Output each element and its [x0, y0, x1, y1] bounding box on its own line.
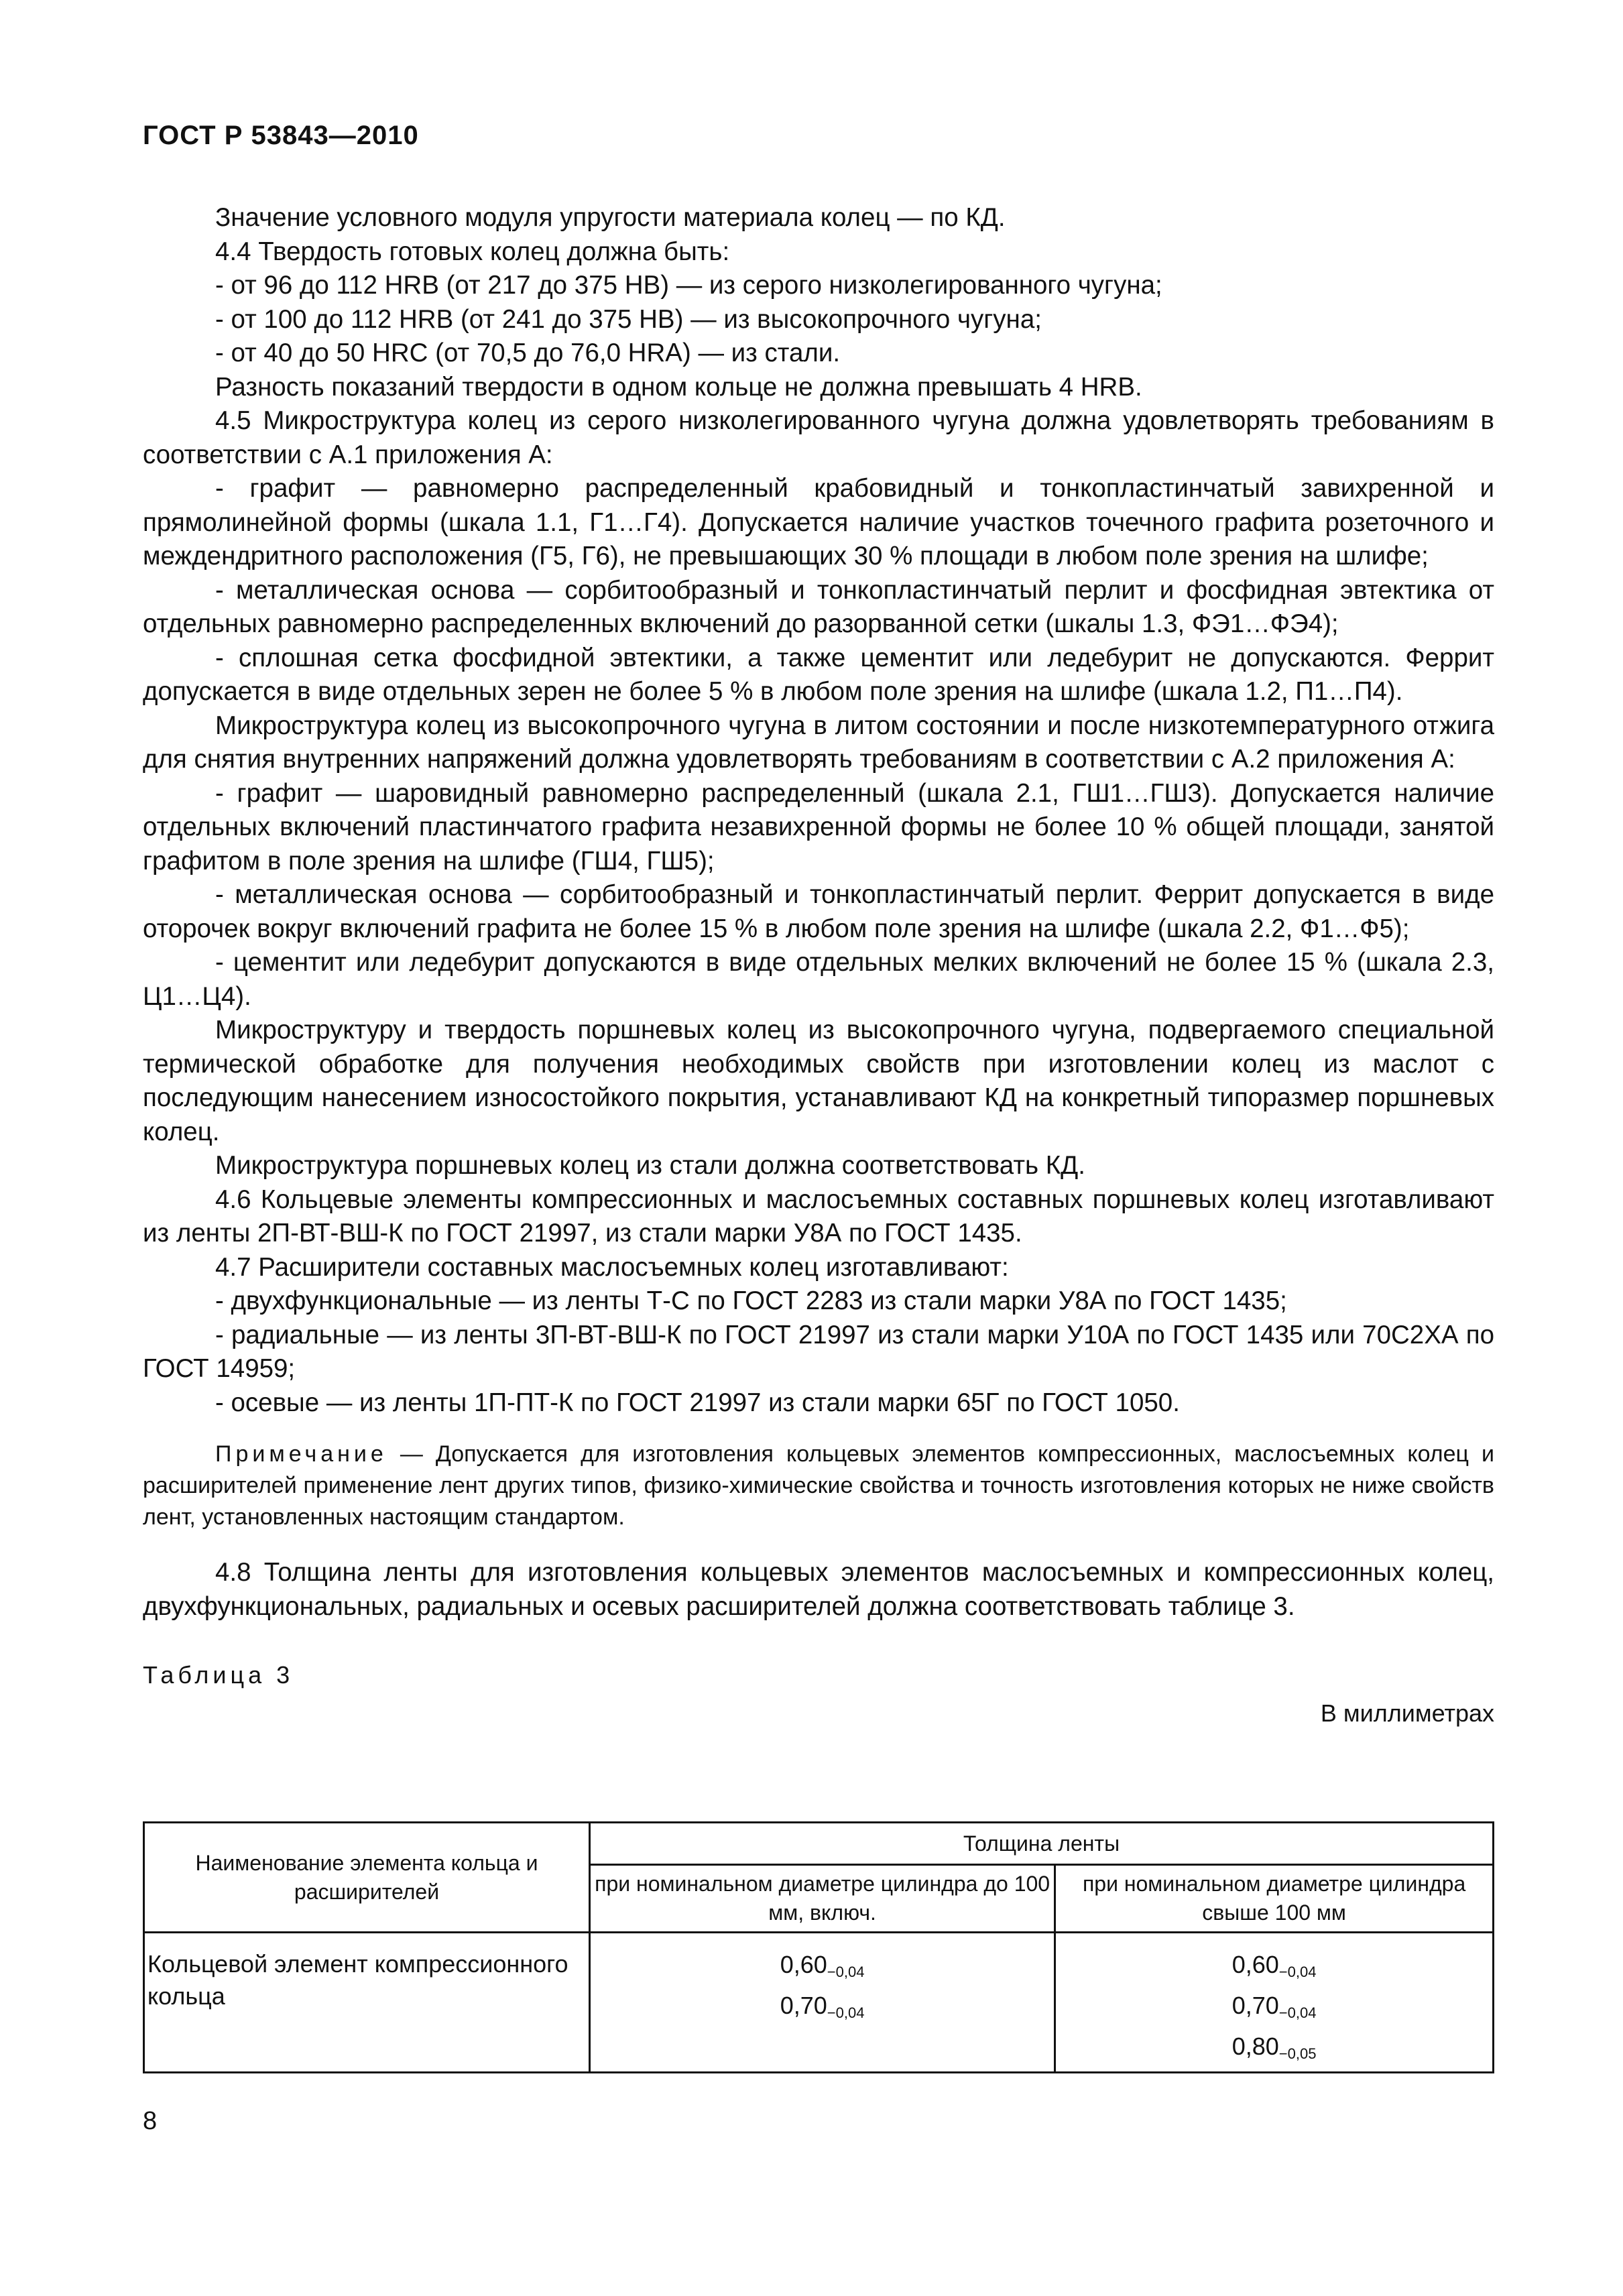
note-text: — Допускается для изготовления кольцевых элементов компрессионных, маслосъемных колец и расширителей применение лент других типов, физико-химические свойства и точность изготовления которых не ниже свойств лент, установленных настоящим стандартом. — [143, 1441, 1494, 1530]
cell-over-100 — [1055, 1933, 1494, 2073]
paragraph: - металлическая основа — сорбитообразный и тонкопластинчатый перлит. Феррит допускается в виде оторочек вокруг включений графита не более 15 % в любом поле зрения на шлифе (шкала 2.2, Ф1…Ф5); — [143, 880, 1494, 943]
paragraph: Микроструктура поршневых колец из стали должна соответствовать КД. — [215, 1151, 1085, 1180]
paragraph: - осевые — из ленты 1П-ПТ-К по ГОСТ 21997 из стали марки 65Г по ГОСТ 1050. — [215, 1388, 1180, 1417]
page-number: 8 — [143, 2107, 158, 2135]
paragraph: - от 40 до 50 HRC (от 70,5 до 76,0 HRA) — из стали. — [215, 339, 841, 367]
row-name: Кольцевой элемент компрессионного кольца — [144, 1933, 590, 2073]
cell-up-to-100 — [590, 1933, 1055, 2073]
paragraph: - от 100 до 112 HRB (от 241 до 375 НВ) — из высокопрочного чугуна; — [215, 304, 1042, 334]
paragraph: - цементит или ледебурит допускаются в виде отдельных мелких включений не более 15 % (шкала 2.3, Ц1…Ц4). — [143, 948, 1494, 1011]
paragraph: - радиальные — из ленты 3П-ВТ-ВШ-К по ГОСТ 21997 из стали марки У10А по ГОСТ 1435 или 70С2ХА по ГОСТ 14959; — [143, 1320, 1494, 1383]
column-header-up-to-100: при номинальном диаметре цилиндра до 100 мм, включ. — [590, 1865, 1055, 1933]
thickness-value: $0,70_{-0,04}$ — [1231, 1992, 1317, 2021]
paragraph: Микроструктура колец из высокопрочного чугуна в литом состоянии и после низкотемпературного отжига для снятия внутренних напряжений должна удовлетворять требованиям в соответствии с А.2 приложения А: — [143, 711, 1494, 774]
document-header: ГОСТ Р 53843—2010 — [143, 121, 419, 150]
paragraph: - двухфункциональные — из ленты Т-С по ГОСТ 2283 из стали марки У8А по ГОСТ 1435; — [215, 1286, 1287, 1315]
paragraph: 4.7 Расширители составных маслосъемных колец изготавливают: — [215, 1252, 1009, 1282]
paragraph-4-8: 4.8 Толщина ленты для изготовления кольцевых элементов маслосъемных и компрессионных колец, двухфункциональных, радиальных и осевых расширителей должна соответствовать таблице 3. — [143, 1558, 1494, 1621]
paragraph: - от 96 до 112 HRB (от 217 до 375 НВ) — из серого низколегированного чугуна; — [215, 271, 1162, 300]
table-row — [144, 1933, 1494, 2073]
table-units: В миллиметрах — [1320, 1699, 1494, 1727]
paragraph: - графит — равномерно распределенный крабовидный и тонкопластинчатый завихренной и прямолинейной формы (шкала 1.1, Г1…Г4). Допускается наличие участков точечного графита розеточного и междендритного расположения (Г5, Г6), не превышающих 30 % площади в любом поле зрения на шлифе; — [143, 474, 1494, 570]
thickness-value: $0,60_{-0,04}$ — [1231, 1951, 1317, 1980]
thickness-value: $0,70_{-0,04}$ — [780, 1992, 865, 2021]
column-header-group: Толщина ленты — [590, 1823, 1494, 1865]
column-header-name: Наименование элемента кольца и расширителей — [144, 1823, 590, 1933]
thickness-value: $0,80_{-0,05}$ — [1231, 2033, 1317, 2062]
table-header-row — [144, 1823, 1494, 1865]
paragraph: 4.5 Микроструктура колец из серого низколегированного чугуна должна удовлетворять требованиям в соответствии с А.1 приложения А: — [143, 406, 1494, 469]
paragraph: 4.4 Твердость готовых колец должна быть: — [215, 237, 730, 266]
column-header-over-100: при номинальном диаметре цилиндра свыше 100 мм — [1055, 1865, 1494, 1933]
paragraph: - сплошная сетка фосфидной эвтектики, а также цементит или ледебурит не допускаются. Феррит допускается в виде отдельных зерен не более 5 % в любом поле зрения на шлифе (шкала 1.2, П1…П4). — [143, 643, 1494, 706]
note-label: Примечание — [215, 1441, 387, 1467]
paragraph: - металлическая основа — сорбитообразный и тонкопластинчатый перлит и фосфидная эвтектика от отдельных равномерно распределенных включений до разорванной сетки (шкалы 1.3, ФЭ1…ФЭ4); — [143, 575, 1494, 638]
paragraph: - графит — шаровидный равномерно распределенный (шкала 2.1, ГШ1…ГШ3). Допускается наличие отдельных включений пластинчатого графита незавихренной формы не более 10 % общей площади, занятой графитом в поле зрения на шлифе (ГШ4, ГШ5); — [143, 778, 1494, 875]
paragraph: Значение условного модуля упругости материала колец — по КД. — [215, 203, 1006, 232]
paragraph: Разность показаний твердости в одном кольце не должна превышать 4 HRB. — [215, 372, 1142, 402]
document-body — [143, 201, 1494, 1730]
paragraph: Микроструктуру и твердость поршневых колец из высокопрочного чугуна, подвергаемого специальной термической обработке для получения необходимых свойств при изготовлении колец из маслот с последующим нанесением износостойкого покрытия, устанавливают КД на конкретный типоразмер поршневых колец. — [143, 1016, 1494, 1146]
note — [143, 1439, 1494, 1533]
paragraph: 4.6 Кольцевые элементы компрессионных и маслосъемных составных поршневых колец изготавливают из ленты 2П-ВТ-ВШ-К по ГОСТ 21997, из стали марки У8А по ГОСТ 1435. — [143, 1185, 1494, 1248]
thickness-table — [143, 1821, 1494, 2073]
table-caption: Таблица 3 — [143, 1661, 294, 1689]
thickness-value: $0,60_{-0,04}$ — [780, 1951, 865, 1980]
